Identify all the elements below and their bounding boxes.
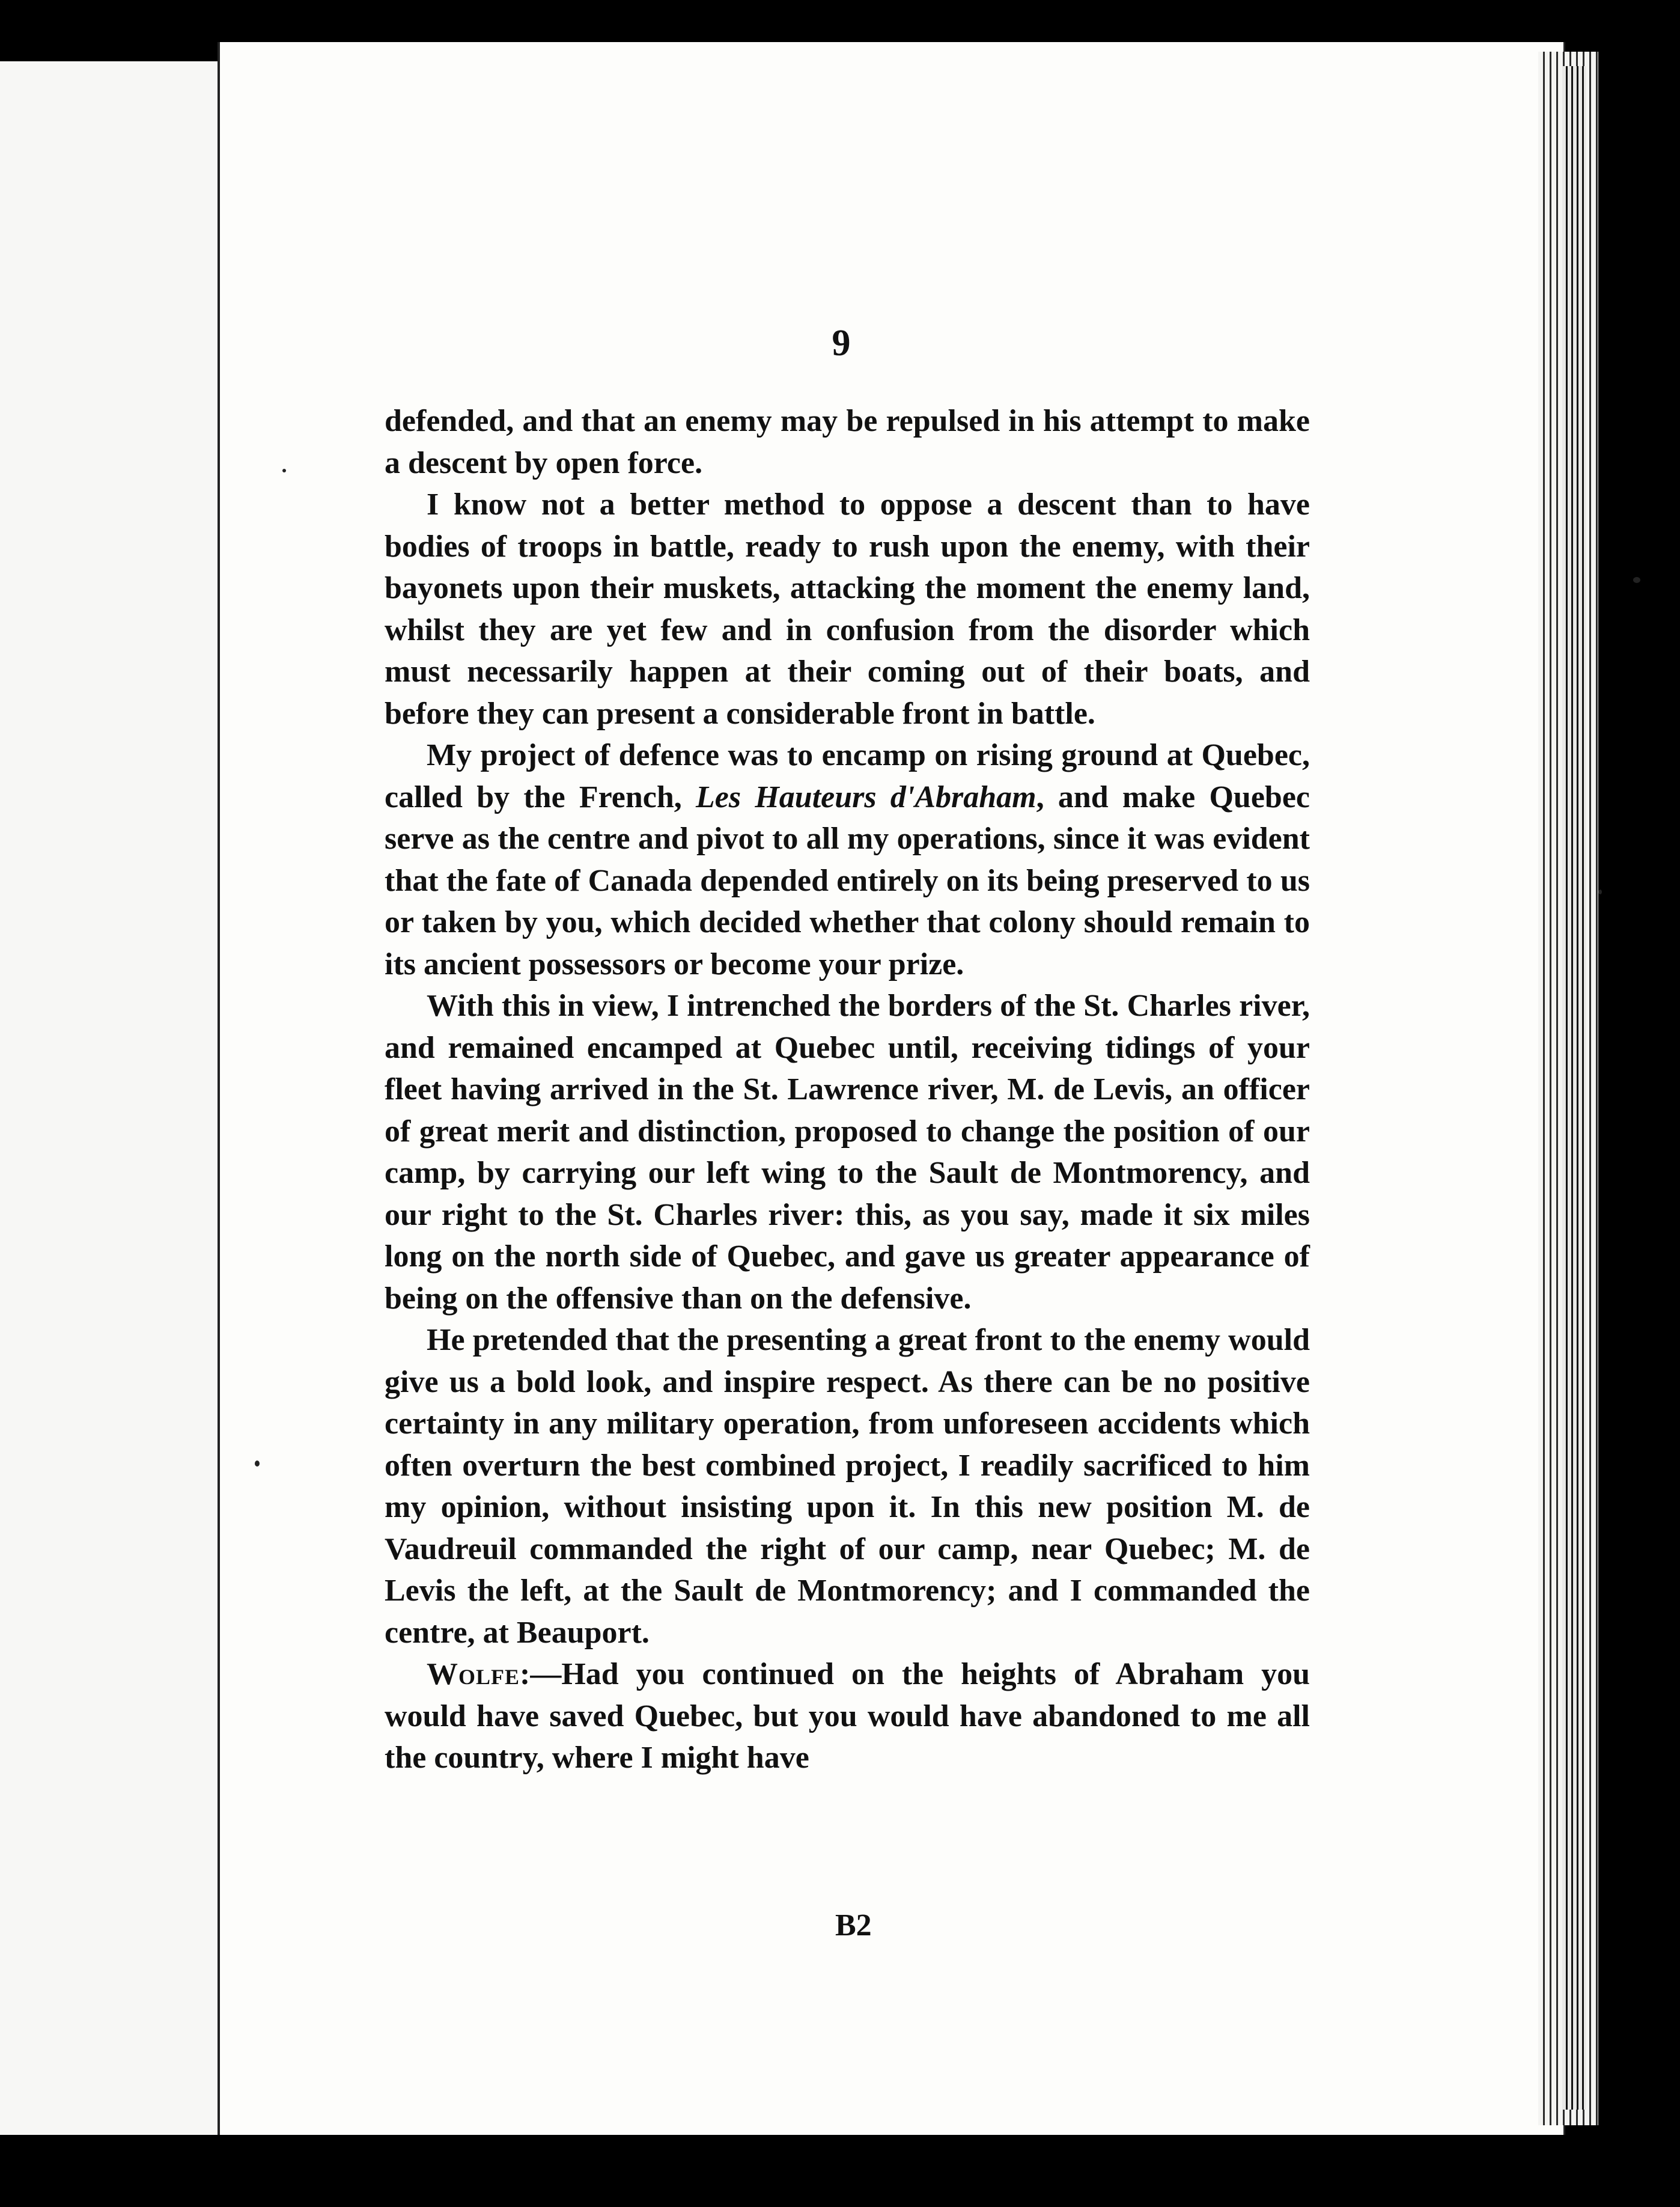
- paragraph: [385, 1653, 1310, 1779]
- scan-top-border: [0, 0, 1680, 42]
- ink-speck: [282, 469, 286, 472]
- ink-speck: [1633, 577, 1640, 583]
- ink-speck: [1598, 890, 1602, 894]
- paragraph: defended, and that an enemy may be repulsed in his attempt to make a descent by open force.: [385, 404, 1310, 480]
- body-text: [385, 400, 1310, 1779]
- paragraph: I know not a better method to oppose a descent than to have bodies of troops in battle, ready to rush upon the enemy, with their bayonets upon their muskets, attacking the moment the enemy land, whilst they are yet few and in confusion from the disorder which must necessarily happen at their coming out of their boats, and before they can present a considerable front in battle.: [385, 487, 1310, 731]
- ink-speck: [255, 1461, 260, 1467]
- page-stack-edges-inner: [1562, 66, 1586, 2110]
- speaker-name: Wolfe: [427, 1657, 520, 1691]
- paragraph: With this in view, I intrenched the borders of the St. Charles river, and remained encamped at Quebec until, receiving tidings of your fleet having arrived in the St. Lawrence river, M. de Levis, an officer of great merit and distinction, proposed to change the position of our camp, by carrying our left wing to the Sault de Montmorency, and our right to the St. Charles river: this, as you say, made it six miles long on the north side of Quebec, and gave us greater appearance of being on the offensive than on the defensive.: [385, 989, 1310, 1316]
- paragraph-text: :—Had you continued on the heights of Abraham you would have saved Quebec, but you would have abandoned to me all the country, where I might have: [385, 1657, 1310, 1775]
- page-number: 9: [832, 323, 851, 364]
- paragraph-text: , and make Quebec serve as the centre and pivot to all my operations, since it was evident that the fate of Canada depended entirely on its being preserved to us or taken by you, which decided whether that colony should remain to its ancient possessors or become your prize.: [385, 780, 1310, 981]
- paragraph: [385, 734, 1310, 985]
- italic-place-name: Les Hauteurs d'Abraham: [696, 780, 1036, 814]
- scan-bottom-border: [0, 2135, 1680, 2207]
- paragraph-text: My project of defence was to encamp on rising ground at Quebec, called by the French,: [385, 738, 1310, 814]
- left-page-edge: [0, 61, 232, 2135]
- paragraph: He pretended that the presenting a great front to the enemy would give us a bold look, and inspire respect. As there can be no positive certainty in any military operation, from unforeseen accidents which often overturn the best combined project, I readily sacrificed to him my opinion, without insisting upon it. In this new position M. de Vaudreuil commanded the right of our camp, near Quebec; M. de Levis the left, at the Sault de Montmorency; and I commanded the centre, at Beauport.: [385, 1323, 1310, 1650]
- signature-mark: B2: [835, 1908, 872, 1943]
